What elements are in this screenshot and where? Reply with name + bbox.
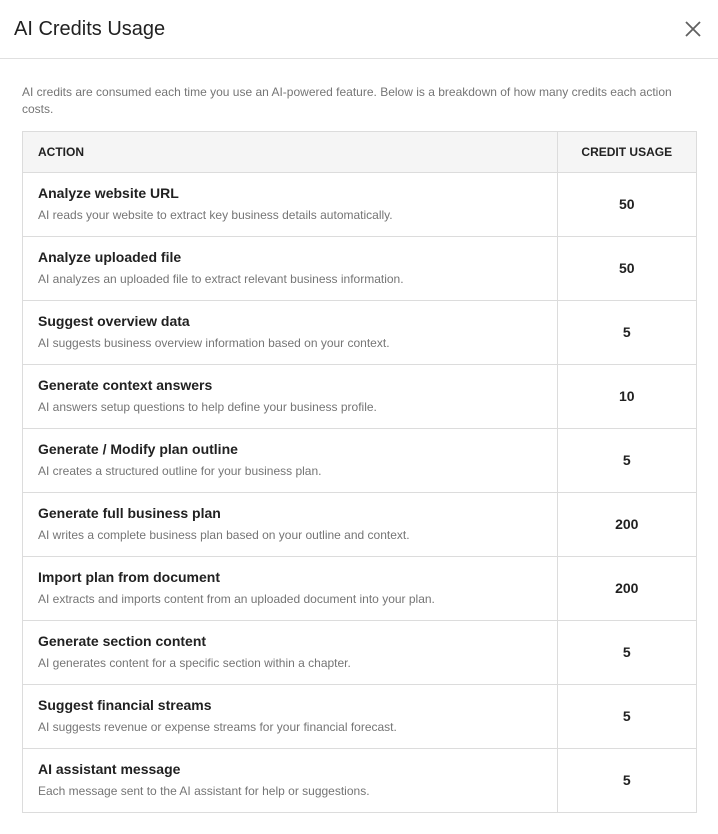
action-description: AI reads your website to extract key business details automatically. [38, 207, 393, 222]
close-button[interactable] [682, 18, 704, 40]
action-name: Generate full business plan [38, 504, 221, 521]
table-row [23, 556, 696, 620]
action-name: Suggest overview data [38, 312, 190, 329]
credit-usage-value: 200 [557, 556, 696, 620]
credit-usage-value: 50 [557, 236, 696, 300]
dialog-title: AI Credits Usage [14, 18, 166, 40]
action-description: AI analyzes an uploaded file to extract relevant business information. [38, 271, 404, 286]
action-cell [23, 236, 557, 300]
action-name: Generate section content [38, 632, 207, 649]
action-description: AI answers setup questions to help define your business profile. [38, 399, 377, 414]
table-row [23, 620, 696, 684]
action-description: AI generates content for a specific section within a chapter. [38, 655, 351, 670]
credit-usage-value: 5 [557, 300, 696, 364]
action-cell [23, 684, 557, 748]
action-description: AI writes a complete business plan based on your outline and context. [38, 527, 410, 542]
table-row [23, 428, 696, 492]
action-cell [23, 172, 557, 236]
table-header-row [23, 132, 696, 172]
header-action: ACTION [23, 132, 557, 172]
action-cell [23, 428, 557, 492]
action-cell [23, 364, 557, 428]
action-cell [23, 300, 557, 364]
action-description: AI suggests business overview information based on your context. [38, 335, 390, 350]
action-cell [23, 620, 557, 684]
table-row [23, 364, 696, 428]
action-cell [23, 748, 557, 812]
credit-usage-value: 200 [557, 492, 696, 556]
table-row [23, 172, 696, 236]
action-name: Suggest financial streams [38, 696, 212, 713]
header-credit-usage: CREDIT USAGE [557, 132, 696, 172]
credit-usage-value: 5 [557, 428, 696, 492]
action-description: AI extracts and imports content from an uploaded document into your plan. [38, 591, 435, 606]
dialog-header [0, 0, 718, 59]
table-row [23, 492, 696, 556]
action-name: Generate context answers [38, 376, 213, 393]
action-description: AI creates a structured outline for your business plan. [38, 463, 322, 478]
credit-usage-value: 5 [557, 748, 696, 812]
credits-table [22, 131, 697, 813]
credit-usage-value: 10 [557, 364, 696, 428]
table-row [23, 236, 696, 300]
action-name: AI assistant message [38, 760, 181, 777]
action-name: Import plan from document [38, 568, 220, 585]
credit-usage-value: 5 [557, 684, 696, 748]
action-name: Analyze uploaded file [38, 248, 182, 265]
action-description: AI suggests revenue or expense streams for your financial forecast. [38, 719, 397, 734]
action-description: Each message sent to the AI assistant for help or suggestions. [38, 783, 370, 798]
credit-usage-value: 5 [557, 620, 696, 684]
dialog-intro: AI credits are consumed each time you use an AI-powered feature. Below is a breakdown of how many credits each action costs. [22, 85, 672, 116]
table-row [23, 684, 696, 748]
action-name: Analyze website URL [38, 184, 179, 201]
action-cell [23, 556, 557, 620]
close-icon [685, 21, 701, 37]
credit-usage-value: 50 [557, 172, 696, 236]
action-name: Generate / Modify plan outline [38, 440, 238, 457]
table-row [23, 748, 696, 812]
table-row [23, 300, 696, 364]
action-cell [23, 492, 557, 556]
